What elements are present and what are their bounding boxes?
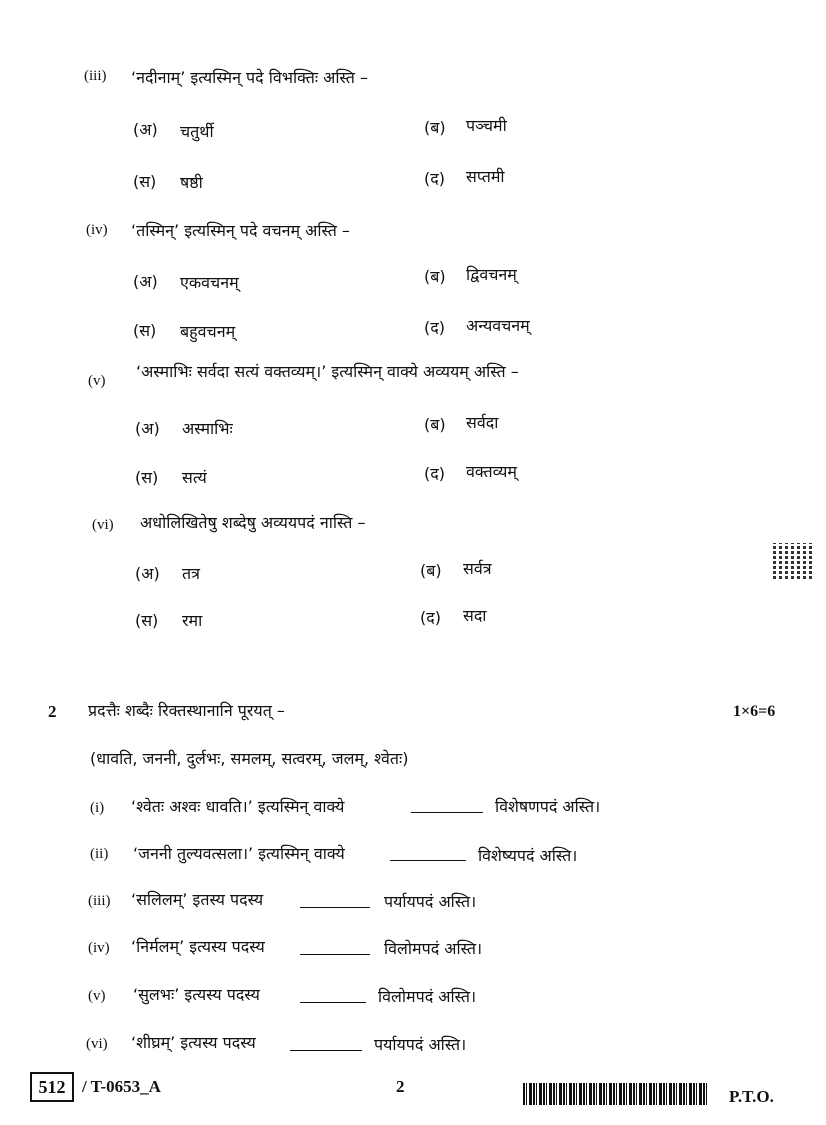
- option-text: सर्वत्र: [463, 559, 492, 578]
- option-text: पञ्चमी: [466, 116, 507, 135]
- fill-blank[interactable]: [411, 798, 483, 813]
- page-number: 2: [396, 1077, 405, 1096]
- question-text: ‘तस्मिन्’ इत्यस्मिन् पदे वचनम् अस्ति –: [131, 221, 350, 240]
- option-label: (स): [133, 321, 157, 340]
- option-text: अस्माभिः: [182, 419, 233, 438]
- option-text: बहुवचनम्: [180, 322, 236, 341]
- option-text: सप्तमी: [466, 167, 505, 186]
- sentence-after: विलोमपदं अस्ति।: [384, 939, 483, 958]
- sentence-after: पर्यायपदं अस्ति।: [374, 1035, 467, 1054]
- question-number: 2: [48, 702, 57, 721]
- option-label: (स): [135, 611, 159, 630]
- item-number: (v): [88, 988, 106, 1004]
- option-label: (द): [420, 608, 441, 627]
- option-label: (स): [135, 468, 159, 487]
- sentence-after: पर्यायपदं अस्ति।: [384, 892, 477, 911]
- option-label: (अ): [133, 120, 158, 139]
- fill-blank[interactable]: [290, 1036, 362, 1051]
- sentence-before: ‘सुलभः’ इत्यस्य पदस्य: [133, 985, 260, 1004]
- barcode-icon: [523, 1083, 709, 1105]
- sentence-after: विशेषणपदं अस्ति।: [495, 797, 601, 816]
- fill-blank[interactable]: [300, 988, 366, 1003]
- option-text: वक्तव्यम्: [466, 462, 517, 481]
- option-label: (स): [133, 172, 157, 191]
- option-text: एकवचनम्: [180, 273, 239, 292]
- item-number: (v): [88, 373, 106, 389]
- option-text: सत्यं: [182, 468, 207, 487]
- option-label: (ब): [424, 267, 446, 286]
- option-text: अन्यवचनम्: [466, 316, 530, 335]
- question-text: ‘अस्माभिः सर्वदा सत्यं वक्तव्यम्।’ इत्यस्मिन् वाक्ये अव्ययम् अस्ति –: [136, 362, 519, 381]
- sentence-before: ‘निर्मलम्’ इत्यस्य पदस्य: [131, 937, 265, 956]
- qr-code-icon: [773, 543, 813, 581]
- sentence-after: विशेष्यपदं अस्ति।: [478, 846, 578, 865]
- option-label: (ब): [420, 561, 442, 580]
- sentence-after: विलोमपदं अस्ति।: [378, 987, 477, 1006]
- question-text: अधोलिखितेषु शब्देषु अव्ययपदं नास्ति –: [140, 513, 366, 532]
- option-text: सदा: [463, 606, 487, 625]
- option-label: (अ): [133, 272, 158, 291]
- option-text: द्विवचनम्: [466, 265, 517, 284]
- question-text: ‘नदीनाम्’ इत्यस्मिन् पदे विभक्तिः अस्ति –: [131, 68, 368, 87]
- sentence-before: ‘श्वेतः अश्वः धावति।’ इत्यस्मिन् वाक्ये: [131, 797, 345, 816]
- option-text: रमा: [182, 611, 203, 630]
- sentence-before: ‘जननी तुल्यवत्सला।’ इत्यस्मिन् वाक्ये: [133, 844, 345, 863]
- option-label: (द): [424, 464, 445, 483]
- sentence-before: ‘सलिलम्’ इतस्य पदस्य: [131, 890, 264, 909]
- word-bank: (धावति, जननी, दुर्लभः, समलम्, सत्वरम्, जलम्, श्वेतः): [90, 749, 409, 768]
- item-number: (ii): [90, 846, 109, 862]
- option-label: (द): [424, 169, 445, 188]
- code-box: 512: [30, 1072, 74, 1102]
- option-text: तत्र: [182, 564, 200, 583]
- fill-blank[interactable]: [390, 846, 466, 861]
- item-number: (iv): [88, 940, 110, 956]
- fill-blank[interactable]: [300, 893, 370, 908]
- option-label: (ब): [424, 415, 446, 434]
- item-number: (vi): [86, 1036, 108, 1052]
- question-instruction: प्रदत्तैः शब्दैः रिक्तस्थानानि पूरयत् –: [88, 701, 285, 720]
- option-label: (अ): [135, 564, 160, 583]
- option-label: (ब): [424, 118, 446, 137]
- option-text: सर्वदा: [466, 413, 499, 432]
- item-number: (iii): [88, 893, 111, 909]
- paper-code: / T-0653_A: [82, 1077, 161, 1096]
- item-number: (iv): [86, 222, 108, 238]
- sentence-before: ‘शीघ्रम्’ इत्यस्य पदस्य: [131, 1033, 256, 1052]
- item-number: (vi): [92, 517, 114, 533]
- option-label: (अ): [135, 419, 160, 438]
- option-text: षष्ठी: [180, 173, 203, 192]
- option-text: चतुर्थी: [180, 122, 214, 141]
- item-number: (iii): [84, 68, 107, 84]
- option-label: (द): [424, 318, 445, 337]
- marks: 1×6=6: [733, 703, 776, 720]
- fill-blank[interactable]: [300, 940, 370, 955]
- item-number: (i): [90, 800, 105, 816]
- pto-label: P.T.O.: [729, 1087, 774, 1106]
